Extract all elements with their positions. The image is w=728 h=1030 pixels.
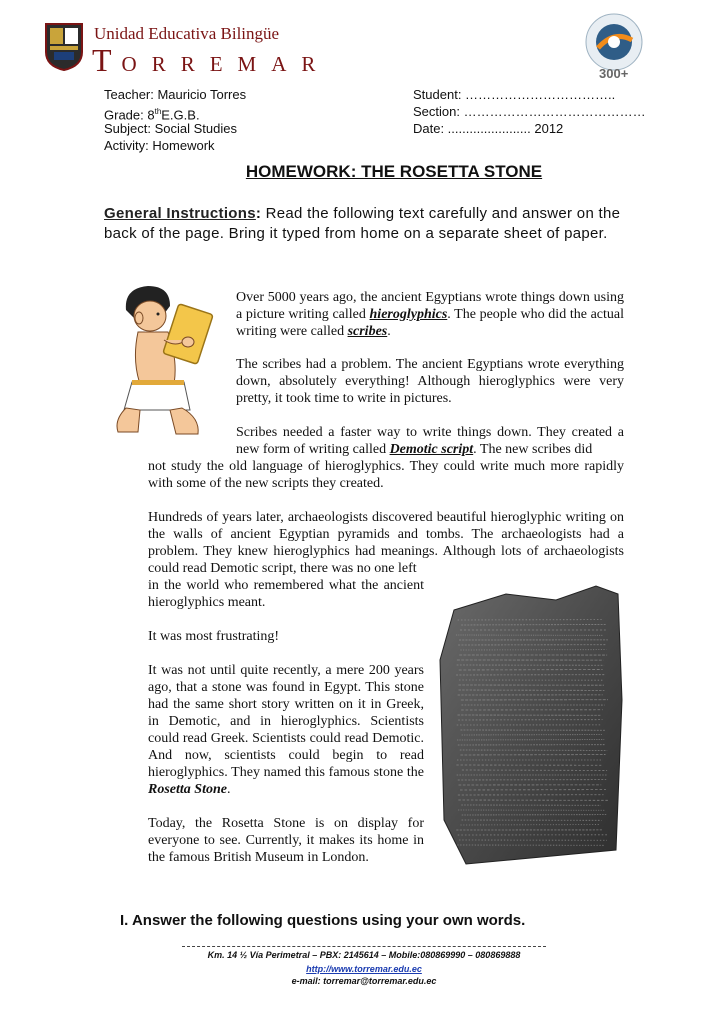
instructions-text: Read the following text carefully and answer on the back of the page. Bring it typed from home on a separate sheet of paper. bbox=[104, 205, 621, 242]
p3-text-b: . The new scribes did bbox=[473, 442, 593, 457]
school-shield-logo bbox=[44, 22, 84, 72]
subject-line: Subject: Social Studies bbox=[104, 121, 237, 136]
scribe-illustration bbox=[104, 280, 232, 440]
instructions-colon: : bbox=[255, 205, 262, 222]
keyword-scribes: scribes bbox=[347, 324, 388, 339]
footer-email: e-mail: torremar@torremar.edu.ec bbox=[291, 976, 437, 986]
badge-label: 300+ bbox=[599, 66, 629, 81]
keyword-demotic-script: Demotic script bbox=[389, 442, 474, 457]
paragraph-6 bbox=[148, 662, 424, 798]
paragraph-4: Hundreds of years later, archaeologists discovered beautiful hieroglyphic writing on the walls of ancient Egyptian pyramids and tombs. The archaeologists had a problem. They knew hieroglyphics had meanings. Although lots of archaeologists could read Demotic script, there was no one left bbox=[148, 510, 624, 576]
keyword-rosetta-stone: Rosetta Stone bbox=[148, 782, 227, 797]
paragraph-2: The scribes had a problem. The ancient Egyptians wrote everything down, absolutely everything! Although hieroglyphics were very pretty, it took time to write in pictures. bbox=[236, 357, 624, 406]
p1-text-a: Over 5000 years ago, the ancient Egyptians wrote things down using a picture writing called bbox=[236, 290, 624, 322]
rosetta-stone-photo bbox=[436, 580, 626, 868]
activity-line: Activity: Homework bbox=[104, 138, 215, 153]
paragraph-3-rest: not study the old language of hieroglyphics. They could write much more rapidly with some of the new scripts they created. bbox=[148, 459, 624, 491]
general-instructions bbox=[104, 204, 624, 244]
questions-heading: I. Answer the following questions using your own words. bbox=[120, 912, 526, 929]
paragraph-1 bbox=[236, 289, 624, 340]
footer-url-link[interactable]: http://www.torremar.edu.ec bbox=[306, 964, 422, 974]
instructions-label: General Instructions bbox=[104, 205, 256, 222]
p3-text-a: Scribes needed a faster way to write things down. They created a new form of writing called bbox=[236, 425, 624, 457]
teacher-line: Teacher: Mauricio Torres bbox=[104, 87, 247, 102]
school-initial: T bbox=[92, 42, 122, 78]
p6-text-a: It was not until quite recently, a mere 200 years ago, that a stone was found in Egypt. This stone had the same short story written on it in Greek, in Demotic, and in hieroglyphics. Scientists could read Greek. Scientists could read Demotic. And now, scientists could begin to read hieroglyphics. They named this famous stone the bbox=[148, 663, 424, 780]
student-line: Student: …………………………….. bbox=[413, 87, 616, 102]
footer-divider bbox=[182, 946, 546, 947]
paragraph-3-first bbox=[236, 424, 624, 458]
paragraph-4-end: in the world who remembered what the ancient hieroglyphics meant. bbox=[148, 578, 424, 610]
keyword-hieroglyphics: hieroglyphics bbox=[369, 307, 448, 322]
paragraph-5: It was most frustrating! bbox=[148, 629, 280, 644]
grade-sup: th bbox=[154, 107, 162, 116]
grade-line bbox=[104, 103, 246, 123]
section-line: Section: …………………………………… bbox=[413, 104, 646, 119]
school-name-line1: Unidad Educativa Bilingüe bbox=[94, 24, 280, 43]
page-title: HOMEWORK: THE ROSETTA STONE bbox=[245, 162, 543, 181]
date-line: Date: ....................... 2012 bbox=[413, 121, 564, 136]
grade-suffix: E.G.B. bbox=[161, 107, 200, 123]
p1-text-c: . bbox=[387, 324, 391, 339]
info-left-block bbox=[104, 86, 246, 154]
paragraph-7: Today, the Rosetta Stone is on display for everyone to see. Currently, it makes its home in the famous British Museum in London. bbox=[148, 816, 424, 865]
school-name-rest: ORREMAR bbox=[121, 52, 331, 76]
school-name-line2 bbox=[92, 42, 330, 79]
grade-prefix: Grade: 8 bbox=[104, 107, 155, 123]
p6-text-b: . bbox=[226, 782, 231, 797]
p1-text-b: . The people who did the actual writing were called bbox=[236, 307, 624, 339]
footer-address: Km. 14 ½ Vía Perimetral – PBX: 2145614 – Mobile:080869990 – 080869888 bbox=[207, 950, 521, 960]
info-right-block bbox=[413, 86, 646, 137]
